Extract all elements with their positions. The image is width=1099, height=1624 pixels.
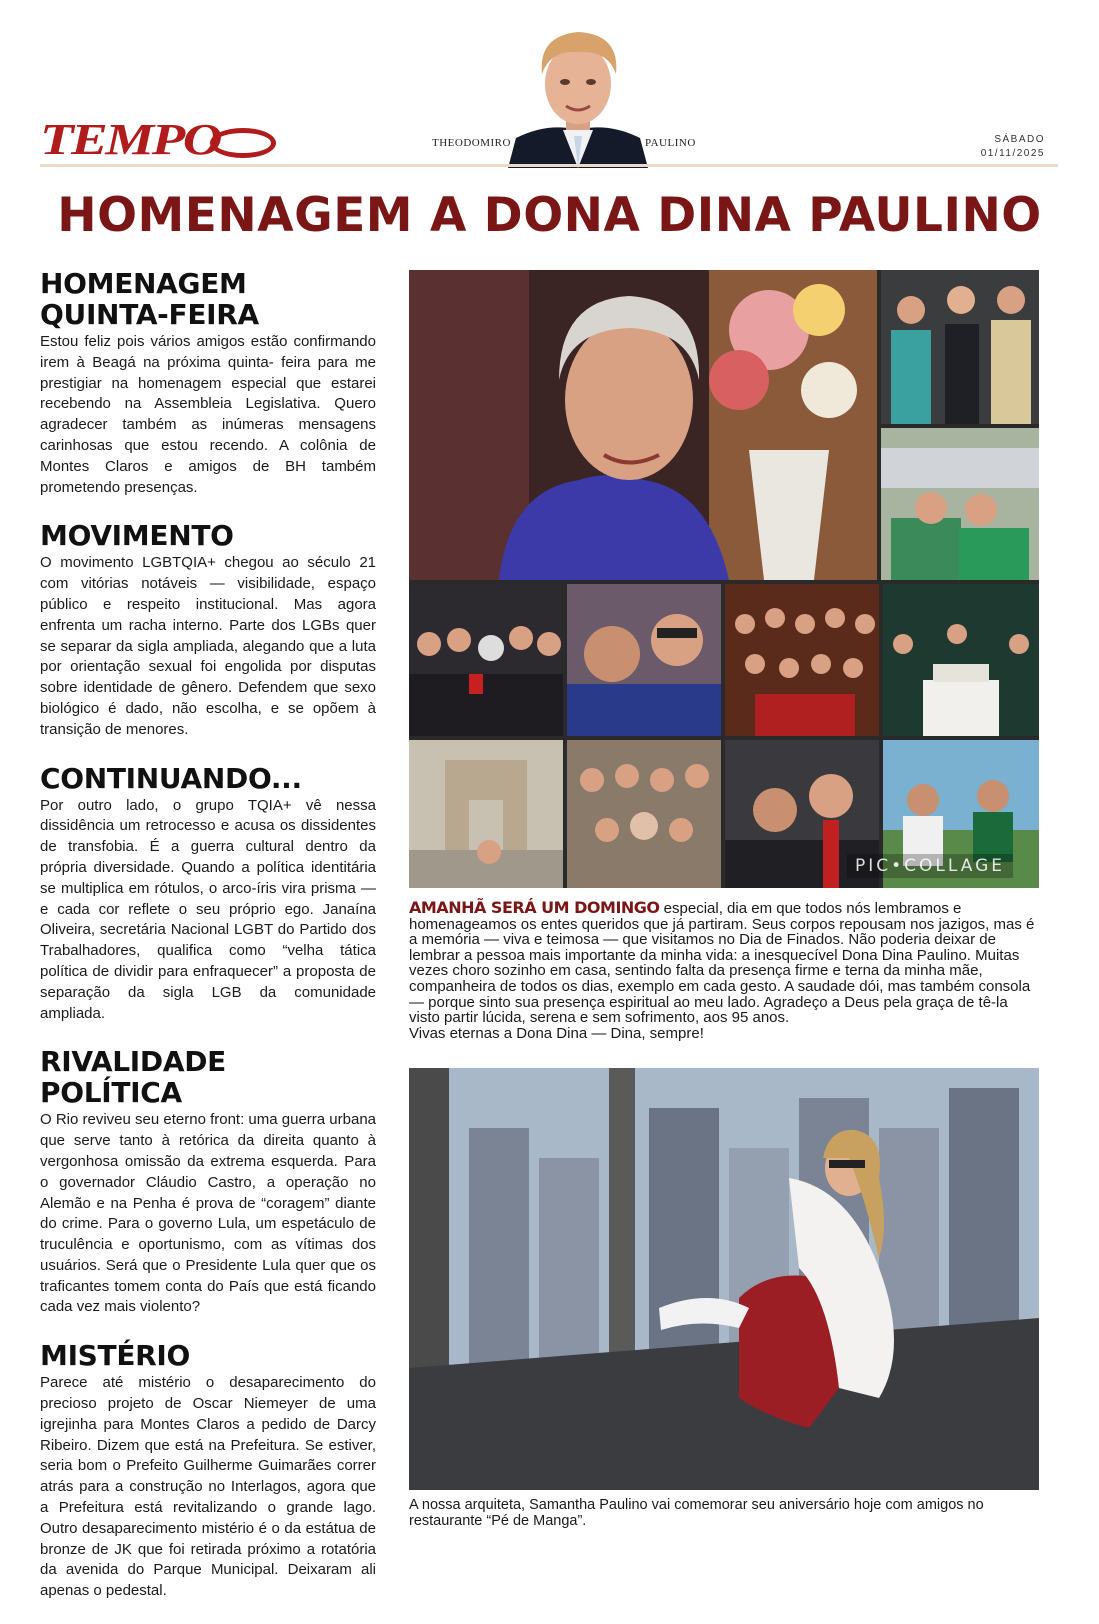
story-text (409, 900, 1039, 1041)
section-body: Parece até mistério o desaparecimento do precioso projeto de Oscar Niemeyer de uma igrejinha para Montes Claros a pedido de Darcy Ribeiro. Dizem que está na Prefeitura. Se estiver, seria bom o Prefeito Guilherme Guimarães correr atrás para a construção no Interlagos, agora que a Prefeitura está revitalizando o grande lago. Outro desaparecimento mistério é o da estátua de bronze de JK que foi retirada próximo a rotatória da avenida do Parque Municipal. Deixaram ali apenas o pedestal. (40, 1374, 376, 1600)
edition-day: SÁBADO (994, 134, 1045, 145)
page-title: HOMENAGEM A DONA DINA PAULINO (57, 188, 1042, 243)
story-body: especial, dia em que todos nós lembramos e homenageamos os entes queridos que já partiram. Seus corpos repousam nos jazigos, mas é a memória — viva e teimosa — que visitamos no Dia de Finados. Não poderia deixar de lembrar a pessoa mais importante da minha vida: a inesquecível Dona Dina Paulino. Muitas vezes choro sozinho em casa, sentindo falta da presença firme e terna da minha mãe, companheira de todos os dias, exemplo em cada gesto. A saudade dói, mas também consola — porque sinto sua presença espiritual ao meu lado. Agradeço a Deus pela graça de tê-la visto partir lúcida, serena e sem sofrimento, aos 95 anos. (409, 900, 1035, 1027)
photo-collage (409, 270, 1039, 888)
collage-watermark: PIC•COLLAGE (847, 854, 1013, 878)
column-note (40, 763, 376, 1025)
section-body: Por outro lado, o grupo TQIA+ vê nessa dissidência um retrocesso e acusa os dissidentes de transfobia. É a guerra cultural dentro da própria diversidade. Quando a política identitária se multiplica em rótulos, o arco-íris vira prisma — e cada cor reflete o seu próprio ego. Janaína Oliveira, secretária Nacional LGBT do Partido dos Trabalhadores, qualifica como “velha tática política de dividir para enfraquecer” a proposta de separação da sigla LGB da comunidade ampliada. (40, 796, 376, 1022)
story-lead: AMANHÃ SERÁ UM DOMINGO (409, 898, 660, 917)
section-body: O Rio reviveu seu eterno front: uma guerra urbana que serve tanto à retórica da direita quanto à vergonhosa omissão da extrema esquerda. Para o governador Cláudio Castro, a operação no Alemão e na Penha é prova de “coragem” diante do crime. Para o governo Lula, um espetáculo de truculência e oportunismo, com as vítimas dos usuários. Será que o Presidente Lula quer que os traficantes tomem conta do País que está ficando cada vez mais violento? (40, 1111, 377, 1316)
section-heading: MOVIMENTO (40, 519, 234, 553)
collage-photo (567, 584, 721, 736)
masthead (0, 0, 1099, 175)
section-heading: MISTÉRIO (40, 1339, 191, 1373)
section-body: O movimento LGBTQIA+ chegou ao século 21 com vitórias notáveis — visibilidade, espaço público e respeito institucional. Mas agora enfrenta um racha interno. Parte dos LGBs quer se separar da sigla ampliada, alegando que a luta por orientação sexual foi engolida por disputas sobre identidade de gênero. Defendem que sexo biológico é dado, não escolha, e se opõem à transição de menores. (40, 554, 376, 738)
column-note (40, 268, 376, 498)
section-heading: HOMENAGEM QUINTA-FEIRA (40, 267, 259, 331)
collage-photo-main (409, 270, 877, 580)
collage-photo (409, 740, 563, 888)
column-note (40, 1340, 376, 1602)
column-note (40, 520, 376, 740)
collage-photo (409, 584, 563, 736)
columnist-portrait (508, 26, 648, 168)
masthead-rule (40, 164, 1058, 167)
newspaper-logo: TEMPO (40, 115, 220, 164)
author-first-name: THEODOMIRO (432, 137, 511, 149)
collage-photo (881, 428, 1039, 580)
collage-photo (725, 584, 879, 736)
left-column (40, 268, 376, 1624)
logo-ring-icon (210, 128, 276, 158)
section-body: Estou feliz pois vários amigos estão confirmando irem à Beagá na próxima quinta- feira para me prestigiar na homenagem especial que estarei recebendo na Assembleia Legislativa. Quero agradecer também as inúmeras mensagens carinhosas que estou recendo. A colônia de Montes Claros e amigos de BH também prometendo presenças. (40, 333, 376, 496)
story-closing: Vivas eternas a Dona Dina — Dina, sempre! (409, 1024, 704, 1042)
column-note (40, 1046, 376, 1318)
collage-photo (883, 584, 1039, 736)
section-heading: RIVALIDADE POLÍTICA (40, 1045, 226, 1110)
edition-date: 01/11/2025 (980, 148, 1045, 159)
collage-photo (881, 270, 1039, 424)
section-heading: CONTINUANDO... (40, 761, 302, 795)
photo-architect (409, 1068, 1039, 1490)
photo-caption: A nossa arquiteta, Samantha Paulino vai comemorar seu aniversário hoje com amigos no restaurante “Pé de Manga”. (409, 1497, 984, 1529)
author-last-name: PAULINO (645, 137, 696, 149)
collage-photo (567, 740, 721, 888)
